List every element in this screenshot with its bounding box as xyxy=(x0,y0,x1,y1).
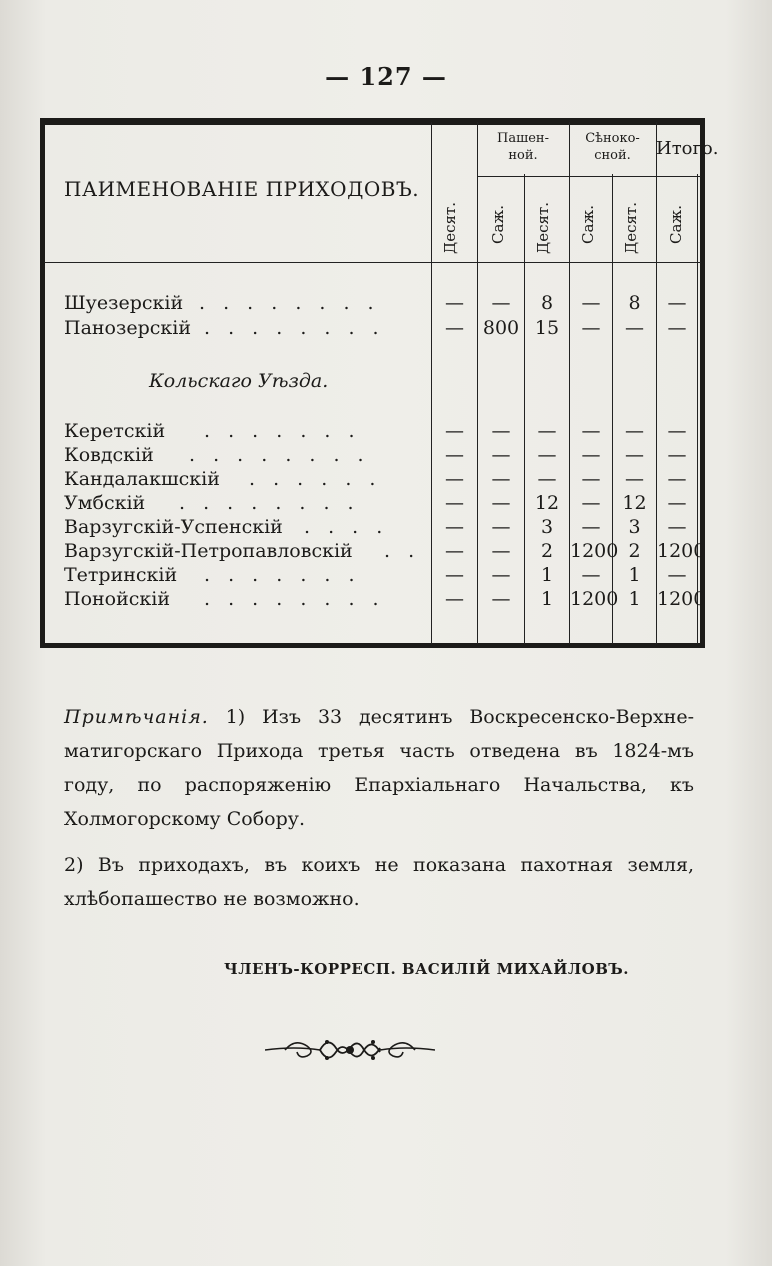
header-group-total xyxy=(656,138,719,159)
parish-name: Ковдскій xyxy=(64,444,154,466)
page-number: — 127 — xyxy=(325,62,447,91)
note-2 xyxy=(64,848,694,916)
leader-dots: . . . . . . . xyxy=(204,420,361,442)
table-row xyxy=(44,540,706,562)
table-row xyxy=(44,468,701,490)
cell: — xyxy=(581,444,601,466)
leader-dots: . . . . . . . . xyxy=(204,588,385,610)
cell: — xyxy=(667,292,687,314)
table-row xyxy=(44,516,701,538)
header-group-rule xyxy=(477,176,701,177)
cell: — xyxy=(581,317,601,339)
cell: — xyxy=(491,540,511,562)
cell: — xyxy=(625,444,644,466)
subheader-desyat: Десят. xyxy=(622,201,640,254)
parish-name: Варзугскій-Успенскій xyxy=(64,516,283,538)
cell: 3 xyxy=(628,516,641,538)
header-bottom-rule xyxy=(44,262,701,263)
cell: — xyxy=(445,468,464,490)
cell: — xyxy=(491,588,511,610)
header-group-hayfield xyxy=(569,130,656,164)
header-group-label: Сѣноко- xyxy=(585,131,640,146)
cell: — xyxy=(491,468,511,490)
parish-name: Керетскій xyxy=(64,420,166,442)
table-row xyxy=(44,317,701,339)
cell: — xyxy=(667,317,687,339)
cell: 8 xyxy=(628,292,641,314)
cell: — xyxy=(445,540,464,562)
cell: 12 xyxy=(534,492,560,514)
cell: — xyxy=(491,564,511,586)
leader-dots: . . . . . . . . xyxy=(189,444,370,466)
table-top-rule xyxy=(44,122,701,125)
cell: — xyxy=(445,564,464,586)
cell: 12 xyxy=(622,492,647,514)
cell: — xyxy=(537,468,557,490)
leader-dots: . . . . . . . . xyxy=(179,492,360,514)
cell: 1200 xyxy=(570,540,619,562)
parish-land-table xyxy=(40,118,719,648)
leader-dots: . . . . xyxy=(304,516,389,538)
cell: 1200 xyxy=(657,588,706,610)
subheader-sazh: Саж. xyxy=(489,205,507,244)
table-row xyxy=(44,564,701,586)
cell: 1 xyxy=(628,588,641,610)
leader-dots: . . . . . . . . xyxy=(204,317,385,339)
header-group-label: сной. xyxy=(594,148,631,163)
cell: — xyxy=(625,468,644,490)
header-group-arable xyxy=(477,130,569,164)
cell: — xyxy=(445,588,464,610)
note-1-text: 1) Изъ 33 десятинъ Воскресенско-Верхне-матигорскаго Прихода третья часть отведена въ 1824-мъ году, по распоряженію Епархіальнаго Начальства, къ Холмогорскому Собору. xyxy=(64,706,694,830)
leader-dots: . . . . . . . xyxy=(204,564,361,586)
subheader-desyat: Десят. xyxy=(441,201,459,254)
leader-dots: . . . . . . . . xyxy=(199,292,380,314)
cell: — xyxy=(445,292,464,314)
ornament-icon xyxy=(265,1030,435,1070)
cell: — xyxy=(667,420,687,442)
cell: — xyxy=(491,420,511,442)
cell: — xyxy=(445,420,464,442)
cell: 1 xyxy=(540,588,554,610)
cell: 800 xyxy=(482,317,520,339)
cell: 1200 xyxy=(570,588,619,610)
cell: — xyxy=(537,420,557,442)
cell: — xyxy=(625,317,644,339)
subheader-sazh: Саж. xyxy=(667,205,685,244)
header-group-label: Пашен- xyxy=(497,131,549,146)
parish-name: Панозерскій xyxy=(64,317,192,339)
cell: — xyxy=(445,492,464,514)
cell: 3 xyxy=(540,516,554,538)
cell: — xyxy=(581,420,601,442)
cell: 2 xyxy=(628,540,641,562)
cell: 2 xyxy=(540,540,554,562)
cell: — xyxy=(491,444,511,466)
cell: — xyxy=(581,564,601,586)
cell: — xyxy=(625,420,644,442)
cell: — xyxy=(667,468,687,490)
subheader-sazh: Саж. xyxy=(579,205,597,244)
header-group-label: ной. xyxy=(508,148,538,163)
leader-dots: . . xyxy=(384,540,421,562)
cell: 1 xyxy=(628,564,641,586)
cell: — xyxy=(667,444,687,466)
parish-name: Тетринскій xyxy=(64,564,178,586)
table-row xyxy=(44,588,706,610)
cell: — xyxy=(667,564,687,586)
parish-name: Варзугскій-Петропавловскій xyxy=(64,540,353,562)
note-2-text: 2) Въ приходахъ, въ коихъ не показана пахотная земля, хлѣбопашество не возможно. xyxy=(64,854,694,910)
cell: 1 xyxy=(540,564,554,586)
cell: — xyxy=(445,444,464,466)
table-row xyxy=(44,420,701,442)
header-group-label: Итого. xyxy=(656,138,719,159)
table-row xyxy=(44,492,701,514)
cell: — xyxy=(445,516,464,538)
leader-dots: . . . . . . xyxy=(249,468,382,490)
table-header-title: ПАИМЕНОВАНІЕ ПРИХОДОВЪ. xyxy=(64,177,420,201)
cell: — xyxy=(581,516,601,538)
cell: — xyxy=(491,516,511,538)
parish-name: Кандалакшскій xyxy=(64,468,220,490)
author-signature: ЧЛЕНЪ-КОРРЕСП. ВАСИЛІЙ МИХАЙЛОВЪ. xyxy=(224,960,629,978)
parish-name: Понойскій xyxy=(64,588,171,610)
notes-label: Примѣчанія. xyxy=(64,706,209,728)
cell: — xyxy=(491,292,511,314)
cell: 1200 xyxy=(657,540,706,562)
cell: — xyxy=(581,292,601,314)
table-row xyxy=(44,444,701,466)
cell: — xyxy=(445,317,464,339)
cell: 15 xyxy=(534,317,560,339)
table-row xyxy=(44,292,701,314)
cell: — xyxy=(491,492,511,514)
cell: — xyxy=(667,492,687,514)
cell: 8 xyxy=(540,292,554,314)
cell: — xyxy=(667,516,687,538)
subheader-desyat: Десят. xyxy=(534,201,552,254)
parish-name: Шуезерскій xyxy=(64,292,184,314)
district-label: Кольскаго Уѣзда. xyxy=(149,370,329,392)
notes-section xyxy=(64,700,694,916)
note-1 xyxy=(64,700,694,836)
parish-name: Умбскій xyxy=(64,492,146,514)
cell: — xyxy=(581,492,601,514)
cell: — xyxy=(537,444,557,466)
cell: — xyxy=(581,468,601,490)
